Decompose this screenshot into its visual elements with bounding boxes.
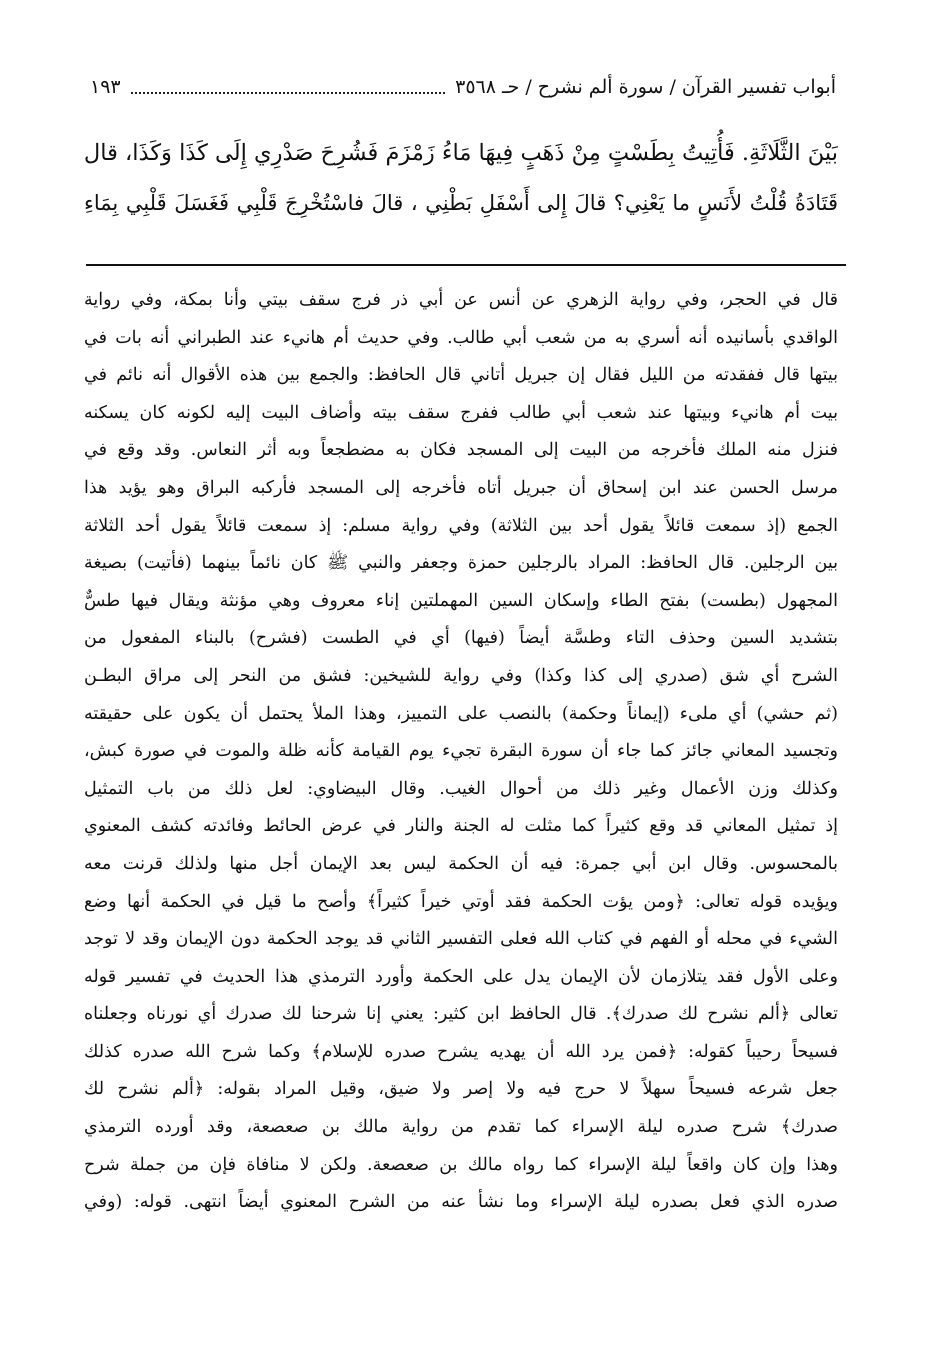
running-header: [90, 70, 836, 104]
commentary-line: وهذا وإن كان واقعاً ليلة الإسراء كما رواه مالك بن صعصعة. ولكن لا منافاة فإن من جملة شرح: [84, 1154, 838, 1175]
commentary-line: المجهول (بطست) بفتح الطاء وإسكان السين المهملتين إناء معروف وهي مؤنثة ويقال فيها طسٌّ: [84, 590, 838, 611]
hadith-line: قَتَادَةُ قُلْتُ لأَنَسٍ ما يَعْنِي؟ قالَ إِلى أَسْفَلِ بَطْنِي ، قالَ فاسْتُخْرِجَ قَلْبِي فَغَسَلَ قَلْبِي بِمَاءِ: [84, 191, 838, 215]
commentary-line: تعالى ﴿ألم نشرح لك صدرك﴾. قال الحافظ ابن كثير: يعني إنا شرحنا لك صدرك أي نورناه وجعلناه: [84, 1004, 838, 1025]
commentary-line: وتجسيد المعاني جائز كما جاء أن سورة البقرة تجيء يوم القيامة كأنه ظلة والموت في صورة كبش،: [84, 741, 838, 762]
leader-dots: [131, 80, 446, 94]
commentary-line: بيتها قال ففقدته من الليل فقال إن جبريل أتاني قال الحافظ: والجمع بين هذه الأقوال أنه نائم في: [84, 365, 838, 386]
commentary-line: بيت أم هانيء وبيتها عند شعب أبي طالب ففرج سقف بيته وأضاف البيت إليه لكونه كان يسكنه: [84, 402, 838, 423]
commentary-line: بالمحسوس. وقال ابن أبي جمرة: فيه أن الحكمة ليس بعد الإيمان أجل منها ولذلك قرنت معه: [84, 853, 838, 874]
commentary-line: فنزل منه الملك فأخرجه من البيت إلى المسجد فكان به مضطجعاً وبه أثر النعاس. وقد وقع في: [84, 440, 838, 461]
commentary-line: إذ تمثيل المعاني قد وقع كثيراً كما مثلت له الجنة والنار في عرض الحائط وفائدته كشف المعنوي: [84, 816, 838, 837]
commentary-line: الشرح أي شق (صدري إلى كذا وكذا) وفي رواية للشيخين: فشق من النحر إلى مراق البطـن: [84, 665, 838, 686]
commentary-line: صدره الذي فعل بصدره ليلة الإسراء وما نشأ عنه من الشرح المعنوي أيضاً انتهى. قوله: (وفي: [84, 1192, 838, 1213]
commentary-line: الواقدي بأسانيده أنه أسري به من شعب أبي طالب. وفي حديث أم هانيء عند الطبراني أنه بات في: [84, 327, 838, 348]
commentary-line: بتشديد السين وحذف التاء وطسَّة أيضاً (فيها) أي في الطست (فشرح) بالبناء المفعول من: [84, 628, 838, 649]
hadith-line: بَيْنَ الثَّلَاثَةِ. فَأُتِيتُ بِطَسْتٍ مِنْ ذَهَبٍ فِيهَا مَاءُ زَمْزَمَ فَشُرِحَ صَدْرِي إِلَى كَذَا وَكَذَا، قال: [84, 140, 838, 166]
commentary-line: ويؤيده قوله تعالى: ﴿ومن يؤت الحكمة فقد أوتي خيراً كثيراً﴾ وأصح ما قيل في الحكمة أنها وضع: [84, 891, 838, 912]
commentary-text: [84, 282, 838, 1222]
commentary-line: فسيحاً رحيباً كقوله: ﴿فمن يرد الله أن يهديه يشرح صدره للإسلام﴾ وكما شرح الله صدره كذلك: [84, 1041, 838, 1062]
commentary-line: (ثم حشي) أي ملىء (إيماناً وحكمة) بالنصب على التمييز، وهذا الملأ يحتمل أن يكون على حقيقته: [84, 703, 838, 724]
commentary-line: قال في الحجر، وفي رواية الزهري عن أنس عن أبي ذر فرج سقف بيتي وأنا بمكة، وفي رواية: [84, 290, 838, 310]
commentary-line: جعل شرعه فسيحاً سهلاً لا حرج فيه ولا إصر ولا ضيق، وقيل المراد بقوله: ﴿ألم نشرح لك: [84, 1079, 838, 1100]
running-title: أبواب تفسير القرآن / سورة ألم نشرح / حـ ٣٥٦٨: [455, 76, 836, 98]
commentary-line: الجمع (إذ سمعت قائلاً يقول أحد بين الثلاثة) وفي رواية مسلم: إذ سمعت قائلاً يقول أحد الثلاثة: [84, 515, 838, 536]
page-number: ١٩٣: [90, 76, 121, 98]
commentary-line: وعلى الأول فقد يتلازمان لأن الإيمان يدل على الحكمة وأورد الترمذي هذا الحديث في تفسير قوله: [84, 966, 838, 987]
section-divider: [86, 264, 846, 266]
commentary-line: بين الرجلين. قال الحافظ: المراد بالرجلين حمزة وجعفر والنبي ﷺ كان نائماً بينهما (فأتيت) بصيغة: [84, 553, 838, 574]
commentary-line: صدرك﴾ شرح صدره ليلة الإسراء كما تقدم من رواية مالك بن صعصعة، وقد أورده الترمذي: [84, 1117, 838, 1138]
commentary-line: مرسل الحسن عند ابن إسحاق أن جبريل أتاه فأخرجه إلى المسجد فأركبه البراق وهو يؤيد هذا: [84, 477, 838, 498]
commentary-line: وكذلك وزن الأعمال وغير ذلك من أحوال الغيب. وقال البيضاوي: لعل ذلك من باب التمثيل: [84, 778, 838, 799]
commentary-line: الشيء في محله أو الفهم في كتاب الله فعلى التفسير الثاني قد يوجد الحكمة دون الإيمان وقد لا توجد: [84, 929, 838, 950]
hadith-text: [84, 128, 838, 228]
